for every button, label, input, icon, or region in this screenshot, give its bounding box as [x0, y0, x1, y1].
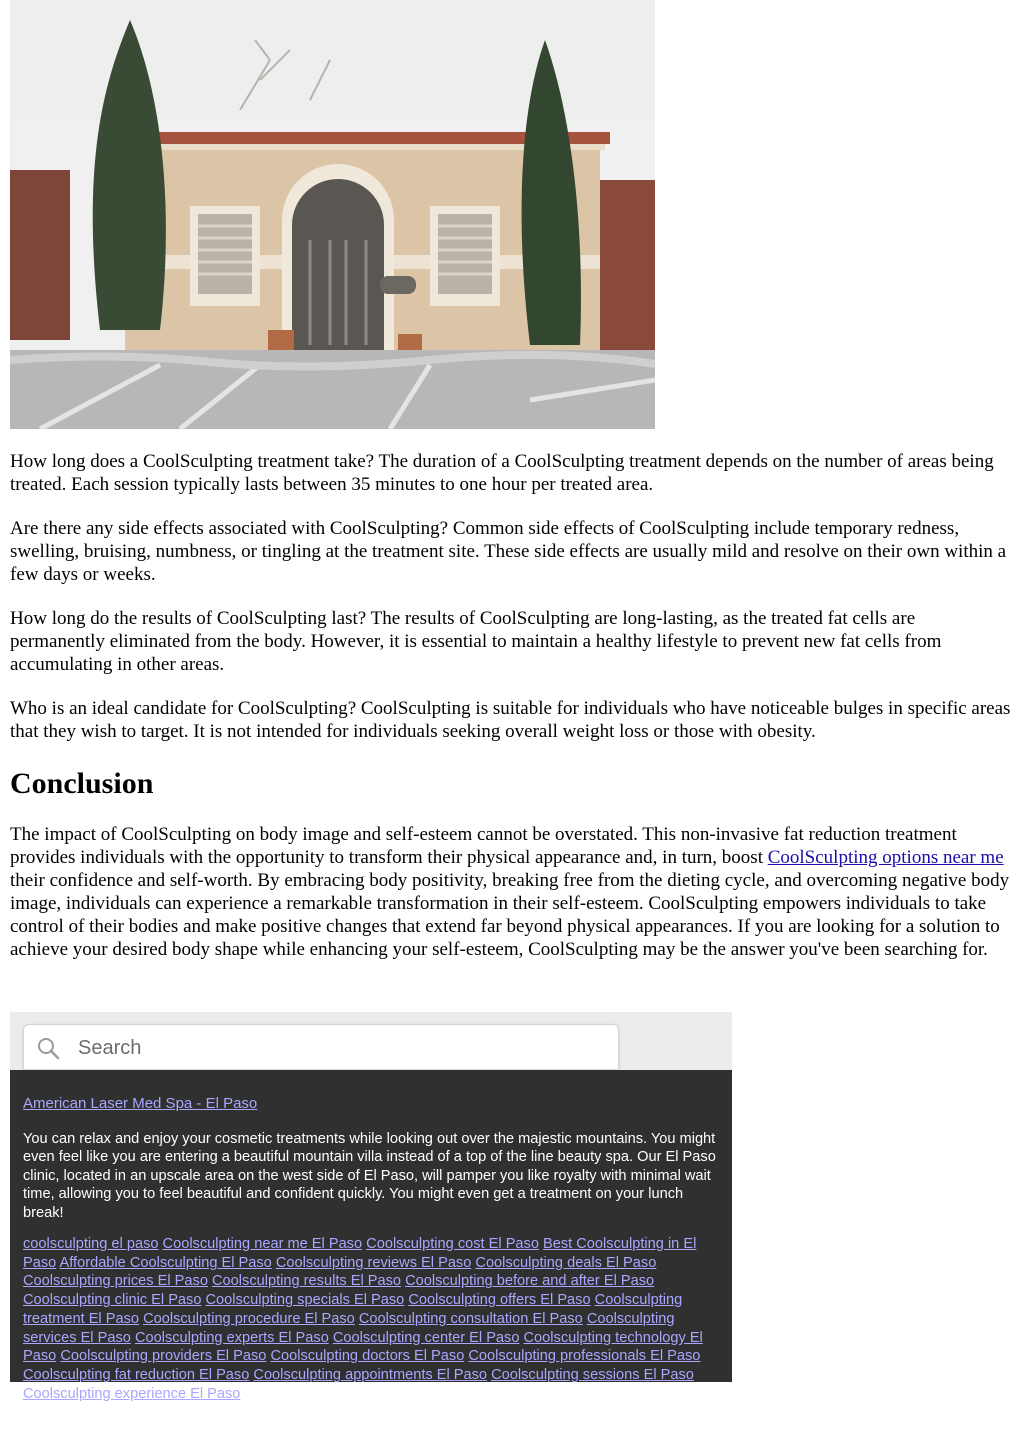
keyword-link[interactable]: Coolsculpting providers El Paso [60, 1348, 267, 1365]
keyword-link[interactable]: Coolsculpting reviews El Paso [275, 1254, 472, 1271]
keyword-link[interactable]: Coolsculpting cost El Paso [366, 1236, 539, 1253]
conclusion-text-start: The impact of CoolSculpting on body image and self-esteem cannot be overstated. This non-invasive fat reduction treatment provides individuals with the opportunity to transform their physical appearance and, in turn, boost [10, 824, 957, 868]
keyword-link[interactable]: Coolsculpting near me El Paso [162, 1236, 363, 1253]
clinic-building-photo [10, 0, 655, 429]
keyword-link[interactable]: Coolsculpting clinic El Paso [23, 1292, 202, 1309]
faq-paragraph-duration: How long does a CoolSculpting treatment take? The duration of a CoolSculpting treatment depends on the number of areas being treated. Each session typically lasts between 35 minutes to one hour per treated area. [10, 451, 994, 495]
conclusion-text-end: their confidence and self-worth. By embracing body positivity, breaking free from the dieting cycle, and overcoming negative body image, individuals can experience a remarkable transformation in their self-esteem. CoolSculpting empowers individuals to take control of their bodies and make positive changes that extend far beyond physical appearances. If you are looking for a solution to achieve your desired body shape while enhancing your self-esteem, CoolSculpting may be the answer you've been searching for. [10, 870, 1010, 960]
search-icon [36, 1036, 60, 1060]
keyword-link[interactable]: Coolsculpting deals El Paso [475, 1254, 657, 1271]
keyword-link[interactable]: Coolsculpting professionals El Paso [468, 1348, 701, 1365]
keyword-link[interactable]: Coolsculpting consultation El Paso [358, 1310, 583, 1327]
search-input[interactable] [76, 1033, 600, 1063]
keyword-link[interactable]: Coolsculpting treatment El Paso [23, 1292, 683, 1327]
keyword-link[interactable]: Coolsculpting doctors El Paso [270, 1348, 465, 1365]
keyword-link[interactable]: Coolsculpting specials El Paso [205, 1292, 405, 1309]
faq-paragraph-results: How long do the results of CoolSculpting last? The results of CoolSculpting are long-lasting, as the treated fat cells are permanently eliminated from the body. However, it is essential to maintain a healthy lifestyle to prevent new fat cells from accumulating in other areas. [10, 608, 942, 675]
coolsculpting-options-link[interactable]: CoolSculpting options near me [767, 847, 1004, 868]
business-description: You can relax and enjoy your cosmetic treatments while looking out over the majestic mountains. You might even feel like you are entering a beautiful mountain villa instead of a top of the line beauty spa. Our El Paso clinic, located in an upscale area on the west side of El Paso, will pamper you like royalty with minimal wait time, allowing you to feel beautiful and confident quickly. You might even get a treatment on your lunch break! [23, 1131, 716, 1221]
keyword-link[interactable]: Coolsculpting sessions El Paso [491, 1366, 694, 1383]
keyword-link[interactable]: Coolsculpting services El Paso [23, 1310, 675, 1346]
keyword-link[interactable]: Coolsculpting technology El Paso [23, 1329, 703, 1365]
keyword-link[interactable]: Coolsculpting procedure El Paso [143, 1310, 355, 1327]
keyword-link[interactable]: Best Coolsculpting in El Paso [23, 1236, 697, 1271]
keyword-link[interactable]: coolsculpting el paso [23, 1236, 159, 1253]
map-listing-widget [10, 1012, 732, 1402]
keyword-link[interactable]: Coolsculpting prices El Paso [23, 1273, 208, 1290]
keyword-link[interactable]: Coolsculpting results El Paso [212, 1273, 402, 1290]
keyword-link-list [23, 1235, 719, 1403]
search-bar [10, 1012, 732, 1070]
keyword-link[interactable]: Coolsculpting offers El Paso [408, 1292, 591, 1309]
faq-paragraph-side-effects: Are there any side effects associated with CoolSculpting? Common side effects of CoolSculpting include temporary redness, swelling, bruising, numbness, or tingling at the treatment site. These side effects are usually mild and resolve on their own within a few days or weeks. [10, 518, 1007, 585]
keyword-link[interactable]: Affordable Coolsculpting El Paso [59, 1254, 272, 1271]
business-name-link[interactable]: American Laser Med Spa - El Paso [23, 1095, 258, 1112]
keyword-link[interactable]: Coolsculpting before and after El Paso [405, 1273, 655, 1290]
conclusion-heading: Conclusion [10, 767, 154, 800]
keyword-link[interactable]: Coolsculpting experience El Paso [23, 1385, 241, 1402]
business-panel [10, 1070, 732, 1402]
keyword-link[interactable]: Coolsculpting fat reduction El Paso [23, 1366, 250, 1383]
keyword-link[interactable]: Coolsculpting appointments El Paso [253, 1366, 488, 1383]
search-box[interactable] [23, 1024, 619, 1069]
faq-paragraph-candidate: Who is an ideal candidate for CoolSculpting? CoolSculpting is suitable for individuals who have noticeable bulges in specific areas that they wish to target. It is not intended for individuals seeking overall weight loss or those with obesity. [10, 698, 1011, 742]
conclusion-paragraph [10, 823, 1014, 961]
keyword-link[interactable]: Coolsculpting experts El Paso [134, 1329, 329, 1346]
keyword-link[interactable]: Coolsculpting center El Paso [332, 1329, 520, 1346]
